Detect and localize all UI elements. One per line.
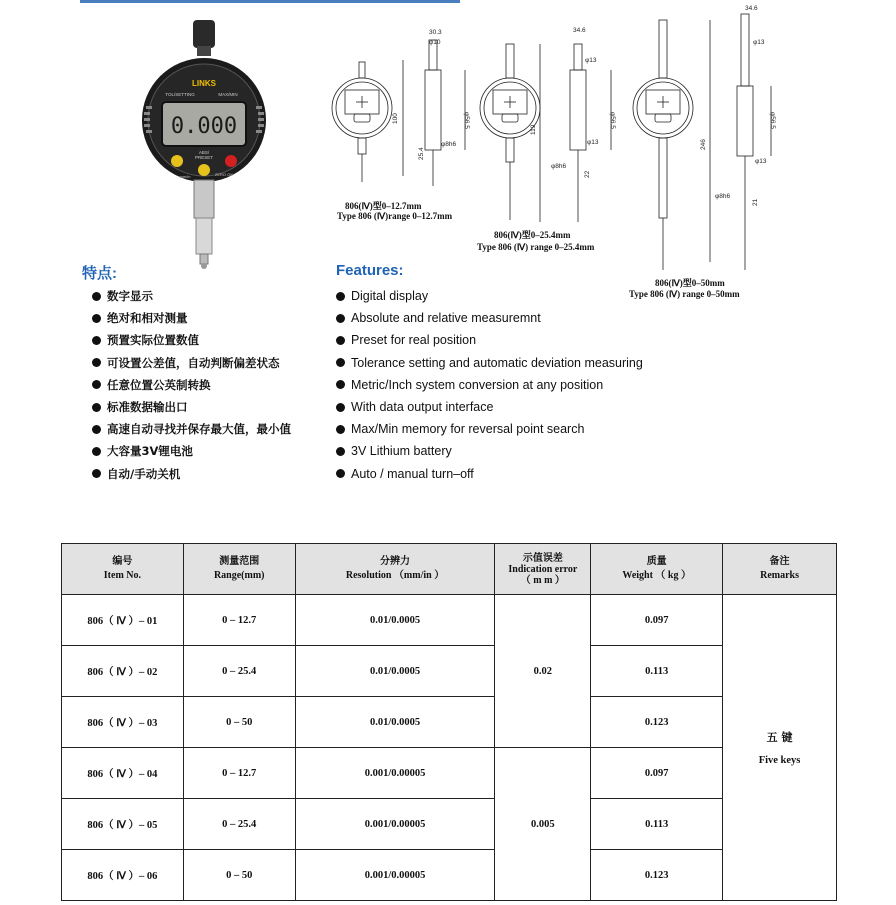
bullet-icon bbox=[336, 469, 345, 478]
cell-item: 806（ Ⅳ ）– 06 bbox=[62, 850, 184, 901]
dim-label: 22 bbox=[584, 170, 591, 178]
table-row bbox=[62, 748, 837, 799]
cell-range: 0 – 50 bbox=[183, 850, 295, 901]
header-weight: 质量 Weight （ kg ） bbox=[591, 544, 723, 595]
list-item: 数字显示 bbox=[92, 285, 291, 307]
gauge-brand: LINKS bbox=[192, 79, 216, 88]
table-row bbox=[62, 799, 837, 850]
spec-table bbox=[61, 543, 837, 901]
cell-weight: 0.097 bbox=[591, 595, 723, 646]
list-item: 任意位置公英制转换 bbox=[92, 374, 291, 396]
bullet-icon bbox=[336, 380, 345, 389]
list-item: 高速自动寻找并保存最大值，最小值 bbox=[92, 418, 291, 440]
gauge-label-mm: mm/in bbox=[179, 174, 191, 179]
list-item: 大容量3V锂电池 bbox=[92, 440, 291, 462]
list-item: Absolute and relative measuremnt bbox=[336, 307, 643, 329]
bullet-icon bbox=[336, 358, 345, 367]
list-item: Preset for real position bbox=[336, 329, 643, 351]
list-item: Digital display bbox=[336, 285, 643, 307]
dim-label: φ8h6 bbox=[441, 141, 457, 148]
remarks-en: Five keys bbox=[758, 755, 801, 766]
dim-label: φ10 bbox=[429, 39, 441, 46]
dim-label: φ8h6 bbox=[715, 193, 731, 200]
dim-label: φ56.5 bbox=[609, 112, 616, 129]
bullet-icon bbox=[92, 358, 101, 367]
bullet-icon bbox=[92, 314, 101, 323]
list-item: Metric/Inch system conversion at any position bbox=[336, 374, 643, 396]
cell-resolution: 0.01/0.0005 bbox=[295, 697, 495, 748]
bullet-icon bbox=[336, 403, 345, 412]
gauge-label-preset: PRESET bbox=[194, 155, 214, 160]
caption-806-12-7-en: Type 806 (Ⅳ)range 0–12.7mm bbox=[337, 211, 453, 221]
cell-range: 0 – 25.4 bbox=[183, 799, 295, 850]
remarks-cn: 五 键 bbox=[766, 731, 793, 744]
table-row bbox=[62, 595, 837, 646]
cell-item: 806（ Ⅳ ）– 01 bbox=[62, 595, 184, 646]
cell-indication-error: 0.02 bbox=[495, 595, 591, 748]
cell-weight: 0.123 bbox=[591, 850, 723, 901]
list-item: 3V Lithium battery bbox=[336, 440, 643, 462]
list-item: 可设置公差值，自动判断偏差状态 bbox=[92, 352, 291, 374]
cell-weight: 0.123 bbox=[591, 697, 723, 748]
header-item-no: 编号 Item No. bbox=[62, 544, 184, 595]
header-remarks: 备注 Remarks bbox=[723, 544, 837, 595]
bullet-icon bbox=[336, 292, 345, 301]
cell-item: 806（ Ⅳ ）– 02 bbox=[62, 646, 184, 697]
cell-range: 0 – 25.4 bbox=[183, 646, 295, 697]
list-item: 标准数据输出口 bbox=[92, 396, 291, 418]
cell-item: 806（ Ⅳ ）– 05 bbox=[62, 799, 184, 850]
gauge-label-abs: ABS/ bbox=[198, 150, 210, 155]
gauge-readout: 0.000 bbox=[170, 114, 238, 139]
list-item: Tolerance setting and automatic deviation measuring bbox=[336, 352, 643, 374]
cell-item: 806（ Ⅳ ）– 04 bbox=[62, 748, 184, 799]
cell-resolution: 0.01/0.0005 bbox=[295, 646, 495, 697]
gauge-label-maxmin: MAX/MIN bbox=[218, 92, 238, 97]
dim-label: 25.4 bbox=[418, 147, 425, 160]
dim-label: 119 bbox=[530, 124, 537, 135]
cell-weight: 0.097 bbox=[591, 748, 723, 799]
features-cn-list bbox=[92, 285, 291, 485]
bullet-icon bbox=[92, 425, 101, 434]
dim-label: 34.6 bbox=[745, 5, 758, 12]
cell-resolution: 0.01/0.0005 bbox=[295, 595, 495, 646]
cell-range: 0 – 50 bbox=[183, 697, 295, 748]
list-item: With data output interface bbox=[336, 396, 643, 418]
cell-remarks bbox=[723, 595, 837, 901]
bullet-icon bbox=[92, 380, 101, 389]
dimension-drawings bbox=[325, 0, 785, 300]
table-row bbox=[62, 850, 837, 901]
cell-resolution: 0.001/0.00005 bbox=[295, 850, 495, 901]
dim-label: φ13 bbox=[587, 139, 599, 146]
table-row bbox=[62, 697, 837, 748]
features-en-heading: Features: bbox=[336, 262, 404, 279]
features-cn-heading: 特点: bbox=[82, 265, 117, 282]
header-range: 测量范围 Range(mm) bbox=[183, 544, 295, 595]
list-item: 绝对和相对测量 bbox=[92, 307, 291, 329]
cell-range: 0 – 12.7 bbox=[183, 595, 295, 646]
gauge-label-zero: ZERO ON bbox=[214, 172, 234, 177]
dim-label: φ13 bbox=[755, 158, 767, 165]
bullet-icon bbox=[92, 292, 101, 301]
caption-806-25-4-en: Type 806 (Ⅳ) range 0–25.4mm bbox=[477, 242, 595, 252]
gauge-label-tol: TOL/SETTING bbox=[165, 92, 195, 97]
dim-label: φ56.5 bbox=[463, 112, 470, 129]
dim-label: φ56.5 bbox=[769, 112, 776, 129]
dim-label: 30.3 bbox=[429, 29, 442, 36]
cell-resolution: 0.001/0.00005 bbox=[295, 748, 495, 799]
header-resolution: 分辨力 Resolution （mm/in ） bbox=[295, 544, 495, 595]
cell-range: 0 – 12.7 bbox=[183, 748, 295, 799]
bullet-icon bbox=[92, 447, 101, 456]
dim-label: 246 bbox=[700, 139, 707, 150]
caption-806-12-7-cn: 806(Ⅳ)型0–12.7mm bbox=[345, 201, 422, 211]
header-indication-error: 示值误差 Indication error （ m m ） bbox=[495, 544, 591, 595]
dim-label: 100 bbox=[392, 113, 399, 124]
caption-806-50-cn: 806(Ⅳ)型0–50mm bbox=[655, 278, 725, 288]
table-row bbox=[62, 646, 837, 697]
dim-label: φ13 bbox=[585, 57, 597, 64]
dim-label: φ8h6 bbox=[551, 163, 567, 170]
caption-806-25-4-cn: 806(Ⅳ)型0–25.4mm bbox=[494, 230, 571, 240]
dim-label: 34.6 bbox=[573, 27, 586, 34]
dim-label: φ13 bbox=[753, 39, 765, 46]
cell-weight: 0.113 bbox=[591, 646, 723, 697]
bullet-icon bbox=[92, 469, 101, 478]
bullet-icon bbox=[336, 425, 345, 434]
caption-806-50-en: Type 806 (Ⅳ) range 0–50mm bbox=[629, 289, 740, 299]
bullet-icon bbox=[336, 336, 345, 345]
list-item: 预置实际位置数值 bbox=[92, 329, 291, 351]
table-header-row bbox=[62, 544, 837, 595]
dim-label: 21 bbox=[752, 198, 759, 206]
digital-indicator-photo bbox=[140, 20, 270, 270]
features-en-list bbox=[336, 285, 643, 485]
cell-indication-error: 0.005 bbox=[495, 748, 591, 901]
bullet-icon bbox=[336, 314, 345, 323]
bullet-icon bbox=[92, 403, 101, 412]
cell-resolution: 0.001/0.00005 bbox=[295, 799, 495, 850]
bullet-icon bbox=[336, 447, 345, 456]
list-item: 自动/手动关机 bbox=[92, 463, 291, 485]
cell-weight: 0.113 bbox=[591, 799, 723, 850]
bullet-icon bbox=[92, 336, 101, 345]
cell-item: 806（ Ⅳ ）– 03 bbox=[62, 697, 184, 748]
list-item: Auto / manual turn–off bbox=[336, 463, 643, 485]
list-item: Max/Min memory for reversal point search bbox=[336, 418, 643, 440]
